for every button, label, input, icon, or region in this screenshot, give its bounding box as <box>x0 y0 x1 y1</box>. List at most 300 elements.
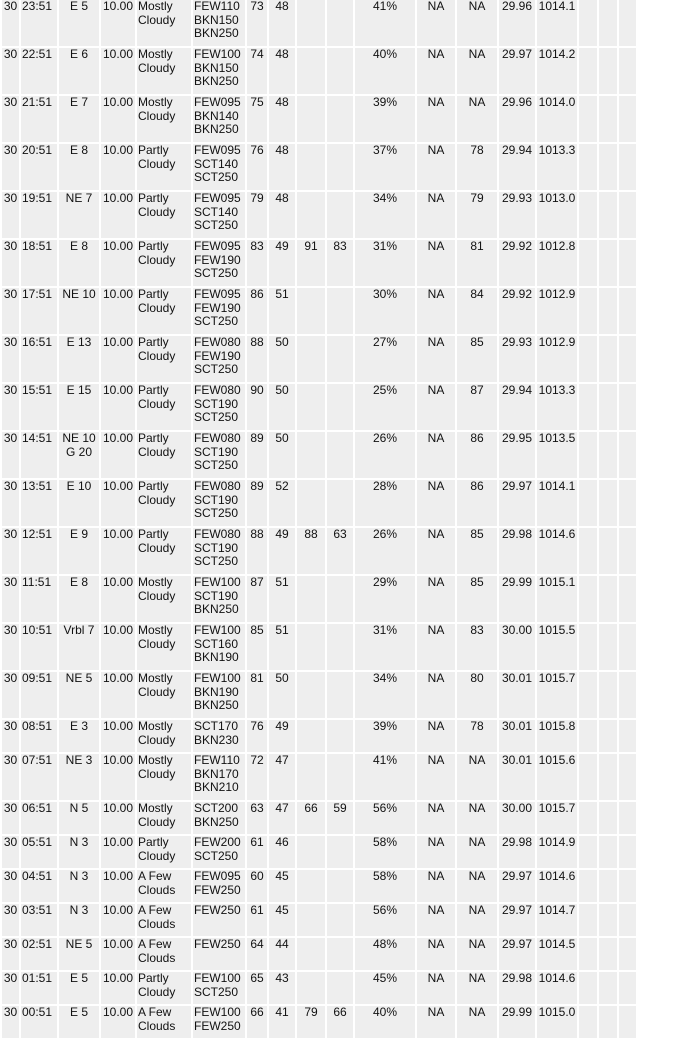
weather-cell <box>137 144 191 190</box>
dewpoint-cell <box>269 432 295 478</box>
precip-3hr-cell <box>599 240 617 286</box>
precip-3hr-cell <box>599 528 617 574</box>
sea-level-pressure-cell <box>537 96 577 142</box>
wind-chill-cell-value: NA <box>427 719 445 733</box>
altimeter-cell <box>499 870 535 902</box>
relative-humidity-cell <box>355 802 415 834</box>
wind-cell-line: Vrbl 7 <box>63 623 95 637</box>
dewpoint-cell <box>269 480 295 526</box>
relative-humidity-cell <box>355 624 415 670</box>
dewpoint-cell <box>269 240 295 286</box>
table-row <box>2 672 636 718</box>
sea-level-pressure-cell-value: 1014.5 <box>538 937 576 951</box>
sea-level-pressure-cell-value: 1012.9 <box>538 287 576 301</box>
date-cell-value: 30 <box>3 835 18 849</box>
air-temp-cell-value: 81 <box>250 671 264 685</box>
precip-3hr-cell <box>599 904 617 936</box>
precip-6hr-cell <box>619 0 636 46</box>
sea-level-pressure-cell-value: 1014.0 <box>538 95 576 109</box>
weather-cell-line: Partly <box>138 143 169 157</box>
wind-cell-line: N 5 <box>69 801 89 815</box>
sea-level-pressure-cell-value: 1015.6 <box>538 753 576 767</box>
heat-index-cell <box>457 836 497 868</box>
dewpoint-cell <box>269 192 295 238</box>
precip-1hr-cell <box>579 972 597 1004</box>
weather-cell <box>137 432 191 478</box>
visibility-cell <box>101 672 135 718</box>
weather-cell-line: Cloudy <box>138 108 176 123</box>
table-row <box>2 720 636 752</box>
visibility-cell-value: 10.00 <box>102 869 134 883</box>
wind-chill-cell-value: NA <box>427 971 445 985</box>
weather-cell-line: Cloudy <box>138 732 176 747</box>
relative-humidity-cell-value: 30% <box>372 287 398 301</box>
min-6hr-cell <box>327 870 353 902</box>
wind-cell <box>59 836 99 868</box>
time-cell <box>21 96 57 142</box>
wind-cell-line: E 3 <box>69 719 88 733</box>
date-cell <box>2 972 19 1004</box>
wind-cell <box>59 624 99 670</box>
weather-cell <box>137 96 191 142</box>
sky-condition-cell-line: FEW100 <box>194 575 241 589</box>
max-6hr-cell <box>297 432 325 478</box>
weather-cell-line: Cloudy <box>138 766 176 781</box>
weather-cell-line: Clouds <box>138 950 176 965</box>
wind-chill-cell-value: NA <box>427 903 445 917</box>
sky-condition-cell-line: FEW250 <box>194 903 241 917</box>
visibility-cell-value: 10.00 <box>102 575 134 589</box>
air-temp-cell <box>247 384 267 430</box>
sky-condition-cell-line: SCT190 <box>194 588 239 603</box>
visibility-cell-value: 10.00 <box>102 719 134 733</box>
air-temp-cell <box>247 240 267 286</box>
sky-condition-cell <box>193 870 245 902</box>
air-temp-cell <box>247 1006 267 1038</box>
dewpoint-cell-value: 52 <box>275 479 289 493</box>
min-6hr-cell <box>327 384 353 430</box>
wind-chill-cell <box>417 972 455 1004</box>
precip-1hr-cell <box>579 754 597 800</box>
altimeter-cell-value: 29.97 <box>501 47 533 61</box>
weather-cell-line: A Few <box>138 937 172 951</box>
dewpoint-cell-value: 49 <box>275 719 289 733</box>
wind-cell <box>59 972 99 1004</box>
min-6hr-cell <box>327 96 353 142</box>
heat-index-cell <box>457 192 497 238</box>
wind-cell-line: E 7 <box>69 95 88 109</box>
heat-index-cell-value: NA <box>468 47 486 61</box>
table-row <box>2 480 636 526</box>
air-temp-cell-value: 74 <box>250 47 264 61</box>
sea-level-pressure-cell <box>537 480 577 526</box>
air-temp-cell <box>247 836 267 868</box>
visibility-cell <box>101 192 135 238</box>
sky-condition-cell-line: FEW095 <box>194 143 241 157</box>
weather-cell-line: Partly <box>138 527 169 541</box>
date-cell-value: 30 <box>3 95 18 109</box>
air-temp-cell-value: 88 <box>250 527 264 541</box>
time-cell <box>21 288 57 334</box>
sky-condition-cell-line: FEW080 <box>194 383 241 397</box>
sea-level-pressure-cell <box>537 754 577 800</box>
altimeter-cell-value: 29.94 <box>501 383 533 397</box>
sky-condition-cell-line: BKN190 <box>194 650 239 665</box>
sky-condition-cell <box>193 624 245 670</box>
wind-cell <box>59 528 99 574</box>
air-temp-cell-value: 61 <box>250 835 264 849</box>
relative-humidity-cell <box>355 192 415 238</box>
sky-condition-cell-line: FEW100 <box>194 971 241 985</box>
altimeter-cell <box>499 96 535 142</box>
relative-humidity-cell <box>355 870 415 902</box>
sky-condition-cell-line: SCT250 <box>194 506 239 521</box>
wind-cell <box>59 720 99 752</box>
date-cell-value: 30 <box>3 623 18 637</box>
wind-cell <box>59 870 99 902</box>
sky-condition-cell-line: SCT200 <box>194 801 239 815</box>
air-temp-cell <box>247 972 267 1004</box>
air-temp-cell-value: 72 <box>250 753 264 767</box>
weather-cell-line: Cloudy <box>138 540 176 555</box>
date-cell <box>2 192 19 238</box>
sea-level-pressure-cell <box>537 938 577 970</box>
max-6hr-cell <box>297 0 325 46</box>
relative-humidity-cell <box>355 972 415 1004</box>
dewpoint-cell-value: 48 <box>275 191 289 205</box>
sky-condition-cell-line: FEW080 <box>194 335 241 349</box>
precip-3hr-cell <box>599 480 617 526</box>
date-cell-value: 30 <box>3 479 18 493</box>
dewpoint-cell-value: 49 <box>275 527 289 541</box>
weather-cell-line: Clouds <box>138 916 176 931</box>
time-cell-value: 13:51 <box>22 479 53 493</box>
time-cell-value: 03:51 <box>22 903 53 917</box>
wind-chill-cell-value: NA <box>427 239 445 253</box>
sky-condition-cell-line: BKN250 <box>194 122 239 137</box>
heat-index-cell <box>457 48 497 94</box>
date-cell-value: 30 <box>3 801 18 815</box>
weather-cell-line: Clouds <box>138 882 176 897</box>
visibility-cell-value: 10.00 <box>102 335 134 349</box>
table-row <box>2 48 636 94</box>
date-cell-value: 30 <box>3 0 18 13</box>
dewpoint-cell-value: 46 <box>275 835 289 849</box>
altimeter-cell-value: 30.00 <box>501 623 533 637</box>
weather-cell <box>137 624 191 670</box>
date-cell <box>2 576 19 622</box>
weather-cell-line: A Few <box>138 903 172 917</box>
precip-3hr-cell <box>599 288 617 334</box>
dewpoint-cell <box>269 972 295 1004</box>
relative-humidity-cell-value: 41% <box>372 753 398 767</box>
date-cell <box>2 938 19 970</box>
weather-cell-line: Cloudy <box>138 60 176 75</box>
relative-humidity-cell <box>355 1006 415 1038</box>
sky-condition-cell <box>193 1006 245 1038</box>
precip-3hr-cell <box>599 576 617 622</box>
relative-humidity-cell-value: 27% <box>372 335 398 349</box>
heat-index-cell <box>457 384 497 430</box>
precip-1hr-cell <box>579 576 597 622</box>
date-cell-value: 30 <box>3 753 18 767</box>
visibility-cell <box>101 624 135 670</box>
min-6hr-cell <box>327 938 353 970</box>
weather-cell-line: Cloudy <box>138 492 176 507</box>
weather-cell-line: Partly <box>138 287 169 301</box>
relative-humidity-cell-value: 56% <box>372 801 398 815</box>
date-cell <box>2 1006 19 1038</box>
air-temp-cell-value: 89 <box>250 479 264 493</box>
date-cell-value: 30 <box>3 903 18 917</box>
altimeter-cell <box>499 672 535 718</box>
dewpoint-cell-value: 50 <box>275 383 289 397</box>
altimeter-cell-value: 29.94 <box>501 143 533 157</box>
sky-condition-cell-line: FEW080 <box>194 479 241 493</box>
altimeter-cell <box>499 972 535 1004</box>
wind-chill-cell <box>417 904 455 936</box>
altimeter-cell-value: 29.92 <box>501 287 533 301</box>
precip-3hr-cell <box>599 802 617 834</box>
altimeter-cell <box>499 48 535 94</box>
wind-cell-line: NE 5 <box>65 937 93 951</box>
dewpoint-cell-value: 48 <box>275 95 289 109</box>
sea-level-pressure-cell <box>537 48 577 94</box>
altimeter-cell-value: 29.92 <box>501 239 533 253</box>
sea-level-pressure-cell-value: 1015.8 <box>538 719 576 733</box>
sky-condition-cell <box>193 972 245 1004</box>
relative-humidity-cell-value: 29% <box>372 575 398 589</box>
table-row <box>2 144 636 190</box>
visibility-cell-value: 10.00 <box>102 801 134 815</box>
heat-index-cell <box>457 754 497 800</box>
weather-cell <box>137 240 191 286</box>
heat-index-cell-value: NA <box>468 1005 486 1019</box>
visibility-cell-value: 10.00 <box>102 47 134 61</box>
wind-cell <box>59 672 99 718</box>
table-row <box>2 384 636 430</box>
time-cell-value: 19:51 <box>22 191 53 205</box>
time-cell-value: 06:51 <box>22 801 53 815</box>
visibility-cell-value: 10.00 <box>102 971 134 985</box>
sea-level-pressure-cell <box>537 240 577 286</box>
sky-condition-cell-line: FEW110 <box>194 0 240 13</box>
precip-6hr-cell <box>619 576 636 622</box>
precip-1hr-cell <box>579 240 597 286</box>
wind-cell <box>59 384 99 430</box>
heat-index-cell <box>457 480 497 526</box>
date-cell <box>2 672 19 718</box>
sky-condition-cell-line: FEW250 <box>194 1018 241 1033</box>
sky-condition-cell-line: FEW095 <box>194 287 241 301</box>
time-cell <box>21 672 57 718</box>
relative-humidity-cell <box>355 48 415 94</box>
wind-chill-cell <box>417 528 455 574</box>
precip-6hr-cell <box>619 972 636 1004</box>
min-6hr-cell <box>327 720 353 752</box>
visibility-cell-value: 10.00 <box>102 903 134 917</box>
min-6hr-cell <box>327 48 353 94</box>
wind-chill-cell-value: NA <box>427 869 445 883</box>
time-cell <box>21 904 57 936</box>
time-cell-value: 01:51 <box>22 971 53 985</box>
precip-6hr-cell <box>619 720 636 752</box>
wind-cell-line: NE 5 <box>65 671 93 685</box>
wind-chill-cell-value: NA <box>427 0 445 13</box>
air-temp-cell <box>247 802 267 834</box>
relative-humidity-cell-value: 41% <box>372 0 398 13</box>
wind-chill-cell <box>417 672 455 718</box>
time-cell-value: 17:51 <box>22 287 53 301</box>
air-temp-cell <box>247 96 267 142</box>
sea-level-pressure-cell <box>537 288 577 334</box>
heat-index-cell <box>457 432 497 478</box>
air-temp-cell <box>247 672 267 718</box>
relative-humidity-cell <box>355 672 415 718</box>
wind-chill-cell-value: NA <box>427 95 445 109</box>
precip-3hr-cell <box>599 938 617 970</box>
sky-condition-cell <box>193 384 245 430</box>
sky-condition-cell <box>193 432 245 478</box>
heat-index-cell-value: NA <box>468 835 486 849</box>
date-cell <box>2 48 19 94</box>
max-6hr-cell <box>297 528 325 574</box>
table-row <box>2 0 636 46</box>
precip-3hr-cell <box>599 384 617 430</box>
heat-index-cell <box>457 1006 497 1038</box>
altimeter-cell <box>499 938 535 970</box>
precip-1hr-cell <box>579 802 597 834</box>
sea-level-pressure-cell-value: 1012.9 <box>538 335 576 349</box>
date-cell-value: 30 <box>3 527 18 541</box>
min-6hr-cell <box>327 144 353 190</box>
table-row <box>2 240 636 286</box>
time-cell-value: 04:51 <box>22 869 53 883</box>
date-cell <box>2 720 19 752</box>
precip-3hr-cell <box>599 192 617 238</box>
dewpoint-cell-value: 50 <box>275 335 289 349</box>
relative-humidity-cell <box>355 336 415 382</box>
min-6hr-cell <box>327 0 353 46</box>
sea-level-pressure-cell <box>537 336 577 382</box>
max-6hr-cell <box>297 624 325 670</box>
air-temp-cell <box>247 754 267 800</box>
heat-index-cell <box>457 672 497 718</box>
weather-cell-line: Cloudy <box>138 204 176 219</box>
altimeter-cell <box>499 144 535 190</box>
precip-6hr-cell <box>619 938 636 970</box>
sky-condition-cell <box>193 754 245 800</box>
precip-6hr-cell <box>619 672 636 718</box>
sea-level-pressure-cell <box>537 432 577 478</box>
air-temp-cell-value: 73 <box>250 0 264 13</box>
min-6hr-cell <box>327 576 353 622</box>
visibility-cell <box>101 336 135 382</box>
heat-index-cell <box>457 904 497 936</box>
heat-index-cell <box>457 972 497 1004</box>
wind-cell-line: E 8 <box>69 143 88 157</box>
precip-1hr-cell <box>579 384 597 430</box>
altimeter-cell <box>499 0 535 46</box>
max-6hr-cell-value: 91 <box>304 239 318 253</box>
sky-condition-cell-line: FEW110 <box>194 753 240 767</box>
max-6hr-cell <box>297 288 325 334</box>
heat-index-cell-value: 79 <box>470 191 484 205</box>
relative-humidity-cell-value: 34% <box>372 671 398 685</box>
relative-humidity-cell-value: 26% <box>372 431 398 445</box>
weather-cell-line: Mostly <box>138 623 173 637</box>
sky-condition-cell-line: SCT250 <box>194 218 239 233</box>
time-cell <box>21 480 57 526</box>
precip-6hr-cell <box>619 144 636 190</box>
air-temp-cell-value: 83 <box>250 239 264 253</box>
heat-index-cell <box>457 624 497 670</box>
heat-index-cell-value: 84 <box>470 287 484 301</box>
air-temp-cell-value: 90 <box>250 383 264 397</box>
heat-index-cell <box>457 144 497 190</box>
wind-chill-cell <box>417 96 455 142</box>
min-6hr-cell <box>327 624 353 670</box>
heat-index-cell <box>457 288 497 334</box>
wind-chill-cell-value: NA <box>427 801 445 815</box>
weather-cell <box>137 384 191 430</box>
altimeter-cell-value: 29.95 <box>501 431 533 445</box>
air-temp-cell <box>247 624 267 670</box>
precip-1hr-cell <box>579 96 597 142</box>
dewpoint-cell-value: 48 <box>275 0 289 13</box>
dewpoint-cell <box>269 870 295 902</box>
precip-6hr-cell <box>619 754 636 800</box>
time-cell-value: 15:51 <box>22 383 53 397</box>
weather-cell-line: Partly <box>138 335 169 349</box>
max-6hr-cell-value: 88 <box>304 527 318 541</box>
visibility-cell <box>101 288 135 334</box>
min-6hr-cell <box>327 480 353 526</box>
sky-condition-cell <box>193 240 245 286</box>
table-row <box>2 288 636 334</box>
heat-index-cell <box>457 528 497 574</box>
air-temp-cell-value: 75 <box>250 95 264 109</box>
wind-chill-cell-value: NA <box>427 479 445 493</box>
time-cell-value: 21:51 <box>22 95 53 109</box>
sea-level-pressure-cell-value: 1014.6 <box>538 869 576 883</box>
weather-cell <box>137 870 191 902</box>
time-cell <box>21 144 57 190</box>
wind-chill-cell <box>417 836 455 868</box>
wind-cell-line: NE 3 <box>65 753 93 767</box>
sky-condition-cell-line: BKN250 <box>194 698 239 713</box>
visibility-cell-value: 10.00 <box>102 0 134 13</box>
date-cell <box>2 904 19 936</box>
sea-level-pressure-cell-value: 1014.9 <box>538 835 576 849</box>
sea-level-pressure-cell-value: 1013.3 <box>538 143 576 157</box>
precip-6hr-cell <box>619 836 636 868</box>
date-cell <box>2 802 19 834</box>
air-temp-cell <box>247 938 267 970</box>
weather-cell-line: Cloudy <box>138 348 176 363</box>
visibility-cell <box>101 754 135 800</box>
sky-condition-cell-line: BKN250 <box>194 814 239 829</box>
date-cell <box>2 0 19 46</box>
time-cell-value: 10:51 <box>22 623 53 637</box>
time-cell <box>21 336 57 382</box>
precip-1hr-cell <box>579 528 597 574</box>
air-temp-cell-value: 86 <box>250 287 264 301</box>
table-row <box>2 904 636 936</box>
min-6hr-cell <box>327 528 353 574</box>
wind-cell <box>59 576 99 622</box>
wind-chill-cell-value: NA <box>427 191 445 205</box>
